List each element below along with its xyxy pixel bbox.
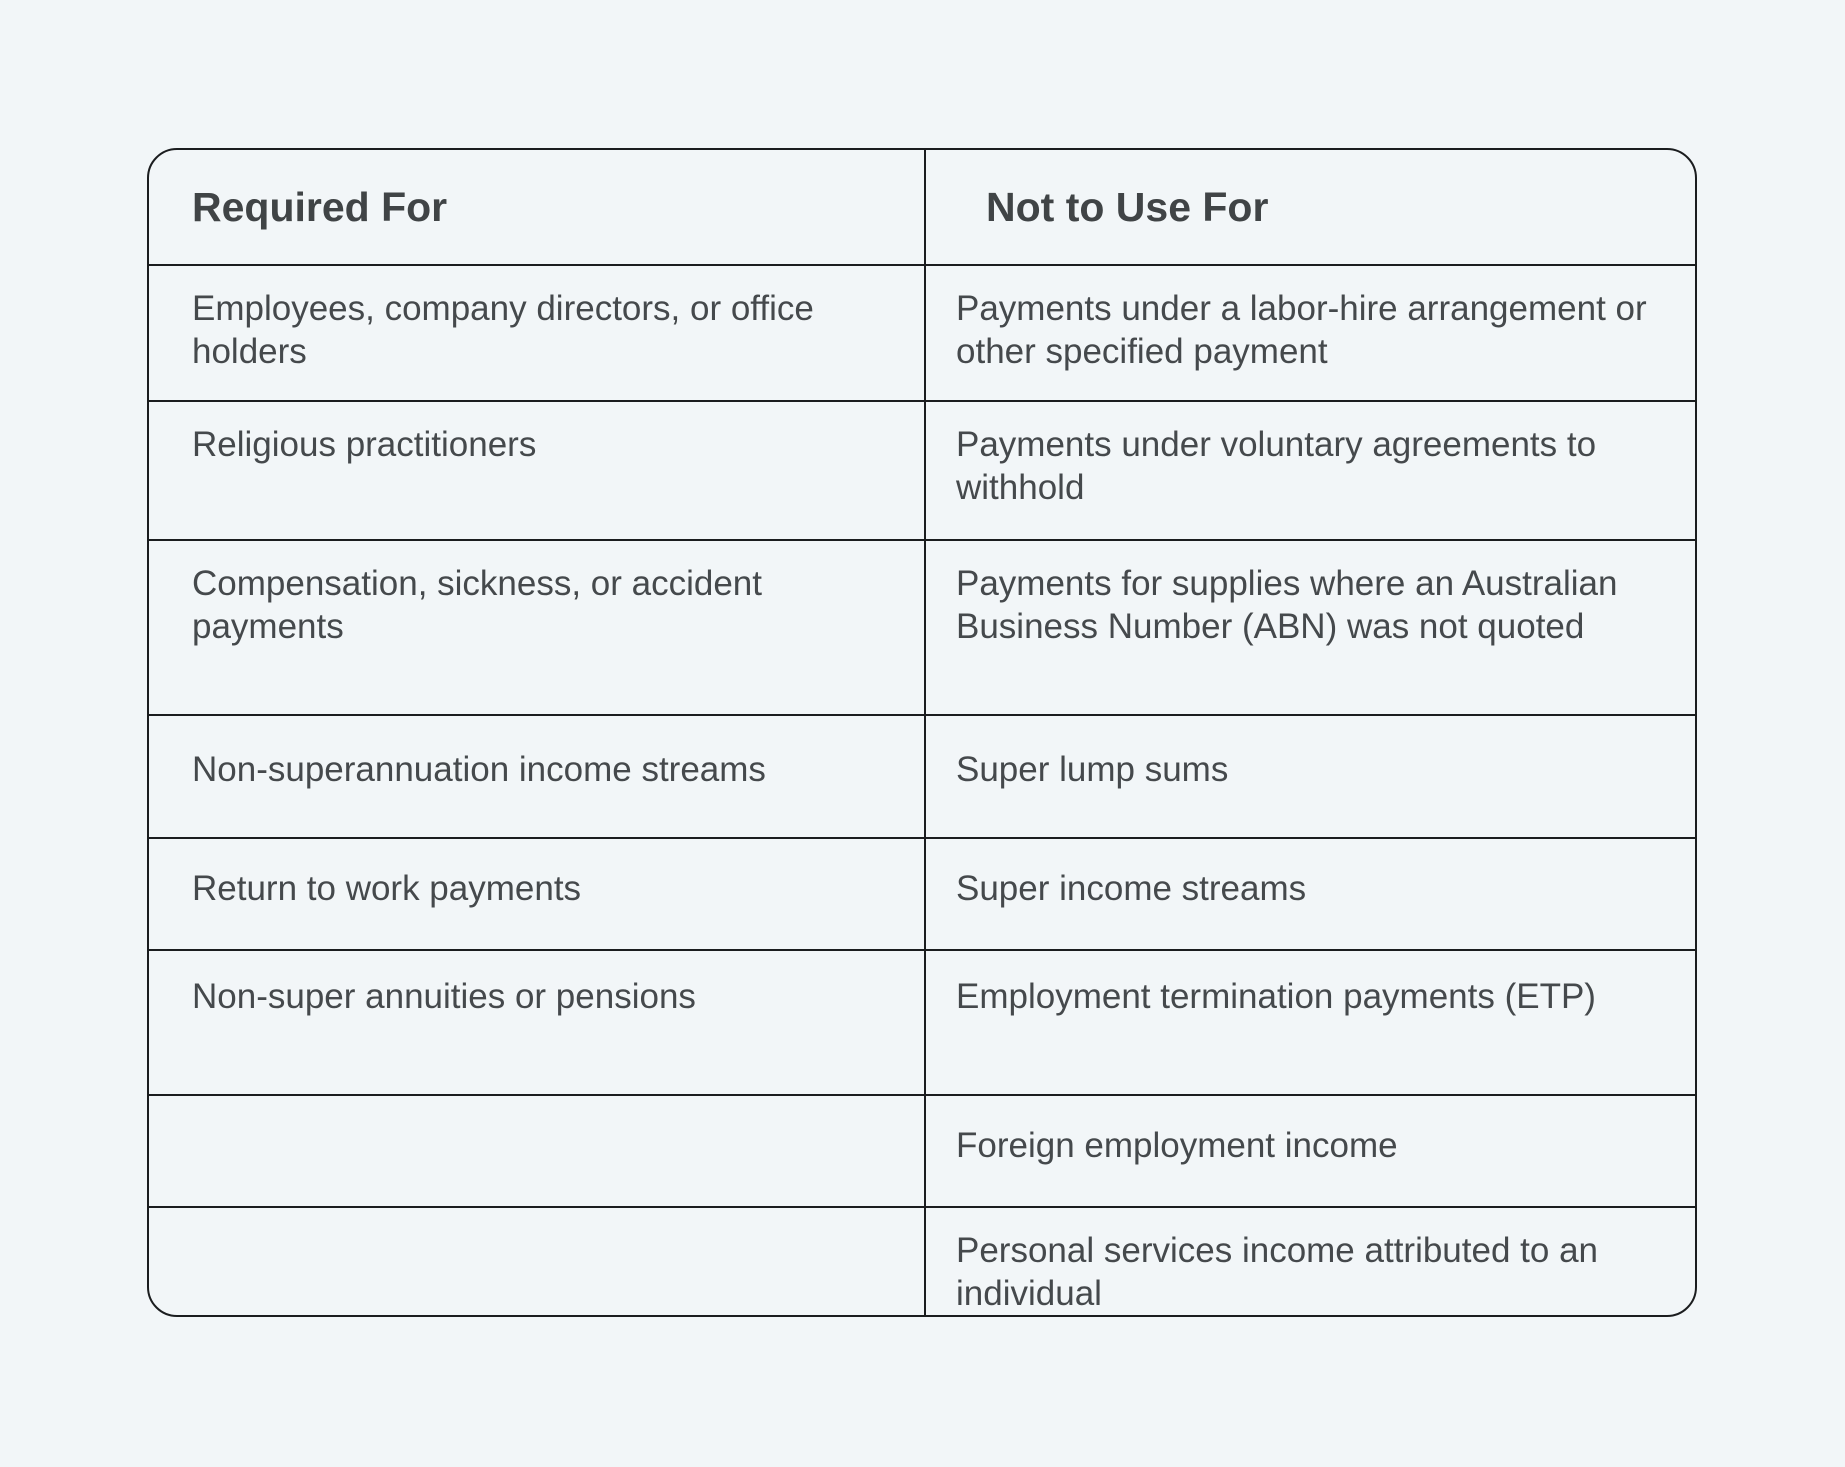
table-row: [149, 715, 1695, 838]
table-header-row: [149, 150, 1695, 265]
header-not-to-use-for: Not to Use For: [925, 150, 1695, 265]
cell-required-for: [149, 1095, 925, 1207]
table-row: [149, 1207, 1695, 1317]
cell-required-for: Non-superannuation income streams: [149, 715, 925, 838]
table-row: [149, 950, 1695, 1095]
cell-required-for: [149, 1207, 925, 1317]
cell-required-for: Compensation, sickness, or accident payments: [149, 540, 925, 715]
table-row: [149, 265, 1695, 401]
cell-not-to-use-for: Super income streams: [925, 838, 1695, 950]
comparison-table: [149, 150, 1695, 1317]
cell-not-to-use-for: Payments under a labor-hire arrangement or other specified payment: [925, 265, 1695, 401]
cell-not-to-use-for: Payments under voluntary agreements to withhold: [925, 401, 1695, 540]
cell-required-for: Non-super annuities or pensions: [149, 950, 925, 1095]
table-row: [149, 540, 1695, 715]
table-row: [149, 401, 1695, 540]
table-row: [149, 1095, 1695, 1207]
cell-required-for: Return to work payments: [149, 838, 925, 950]
header-required-for: Required For: [149, 150, 925, 265]
comparison-table-card: [147, 148, 1697, 1317]
cell-not-to-use-for: Payments for supplies where an Australian Business Number (ABN) was not quoted: [925, 540, 1695, 715]
cell-required-for: Religious practitioners: [149, 401, 925, 540]
cell-required-for: Employees, company directors, or office holders: [149, 265, 925, 401]
cell-not-to-use-for: Personal services income attributed to an individual: [956, 1231, 1598, 1313]
cell-not-to-use-for: Foreign employment income: [925, 1095, 1695, 1207]
cell-not-to-use-for: Employment termination payments (ETP): [925, 950, 1695, 1095]
cell-not-to-use-for: Super lump sums: [925, 715, 1695, 838]
table-row: [149, 838, 1695, 950]
